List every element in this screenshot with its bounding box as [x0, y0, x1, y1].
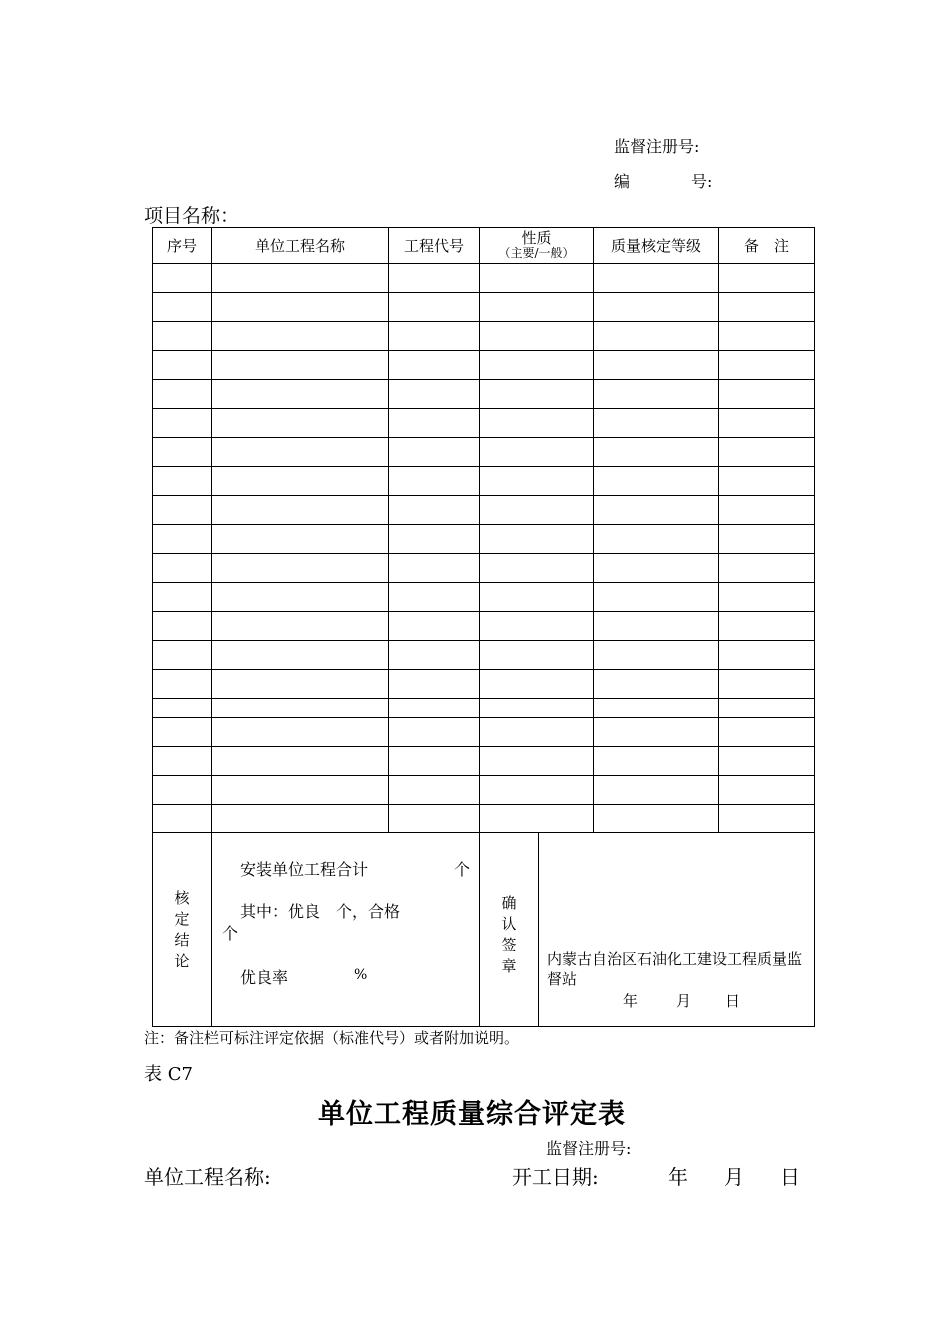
excellent-rate-percent: % — [354, 967, 368, 983]
start-date-label: 开工日期: — [512, 1165, 599, 1189]
total-units-suffix: 个 — [454, 860, 471, 879]
sign-day: 日 — [725, 992, 741, 1010]
supervision-station: 内蒙古自治区石油化工建设工程质量监督站 — [547, 950, 803, 988]
excellent-pass-label: 其中：优良 个，合格 — [240, 902, 401, 921]
table-row — [153, 351, 815, 380]
table-row — [153, 699, 815, 718]
col-header-nature — [480, 228, 594, 264]
table-row — [153, 554, 815, 583]
table-row — [153, 583, 815, 612]
number-label-b: 号: — [691, 172, 713, 191]
confirm-label: 确认签章 — [501, 894, 517, 975]
col-header-unit-name: 单位工程名称 — [212, 228, 389, 264]
col-header-grade: 质量核定等级 — [594, 228, 719, 264]
table-row — [153, 496, 815, 525]
conclusion-label-cell — [153, 833, 212, 1027]
col-header-remarks: 备 注 — [719, 228, 815, 264]
number-label-a: 编 — [614, 172, 631, 191]
next-registration-label: 监督注册号: — [546, 1139, 632, 1158]
total-units-label: 安装单位工程合计 — [240, 860, 369, 879]
table-row — [153, 718, 815, 747]
table-row — [153, 525, 815, 554]
col-header-code: 工程代号 — [389, 228, 480, 264]
table-row — [153, 409, 815, 438]
evaluation-table — [152, 227, 815, 1027]
table-row — [153, 670, 815, 699]
start-month: 月 — [724, 1165, 744, 1189]
conclusion-row — [153, 833, 815, 1027]
conclusion-body-cell[interactable] — [212, 833, 480, 1027]
remarks-note: 注：备注栏可标注评定依据（标准代号）或者附加说明。 — [144, 1029, 520, 1047]
col-header-serial: 序号 — [153, 228, 212, 264]
start-day: 日 — [780, 1165, 800, 1189]
pass-suffix: 个 — [222, 924, 239, 943]
table-row — [153, 467, 815, 496]
table-label: 表 C7 — [144, 1064, 193, 1085]
table-row — [153, 612, 815, 641]
confirm-divider — [538, 833, 539, 1026]
start-year: 年 — [668, 1165, 688, 1189]
col-header-nature-sub: （主要/一般） — [498, 245, 575, 260]
excellent-rate-label: 优良率 — [240, 968, 289, 987]
table-header-row — [153, 228, 815, 264]
table-row — [153, 293, 815, 322]
table-row — [153, 438, 815, 467]
table-row — [153, 264, 815, 293]
unit-name-label: 单位工程名称: — [144, 1165, 271, 1189]
project-name-label: 项目名称： — [144, 205, 240, 227]
col-header-nature-main: 性质 — [521, 228, 552, 247]
table-row — [153, 322, 815, 351]
table-row — [153, 747, 815, 776]
sign-month: 月 — [676, 992, 692, 1010]
conclusion-label: 核定结论 — [174, 888, 190, 970]
registration-label: 监督注册号: — [614, 137, 700, 156]
confirm-cell — [480, 833, 815, 1027]
table-row — [153, 380, 815, 409]
table-row — [153, 776, 815, 805]
sign-year: 年 — [623, 992, 639, 1010]
table-row — [153, 641, 815, 670]
table-row — [153, 805, 815, 833]
page-title: 单位工程质量综合评定表 — [318, 1099, 626, 1130]
